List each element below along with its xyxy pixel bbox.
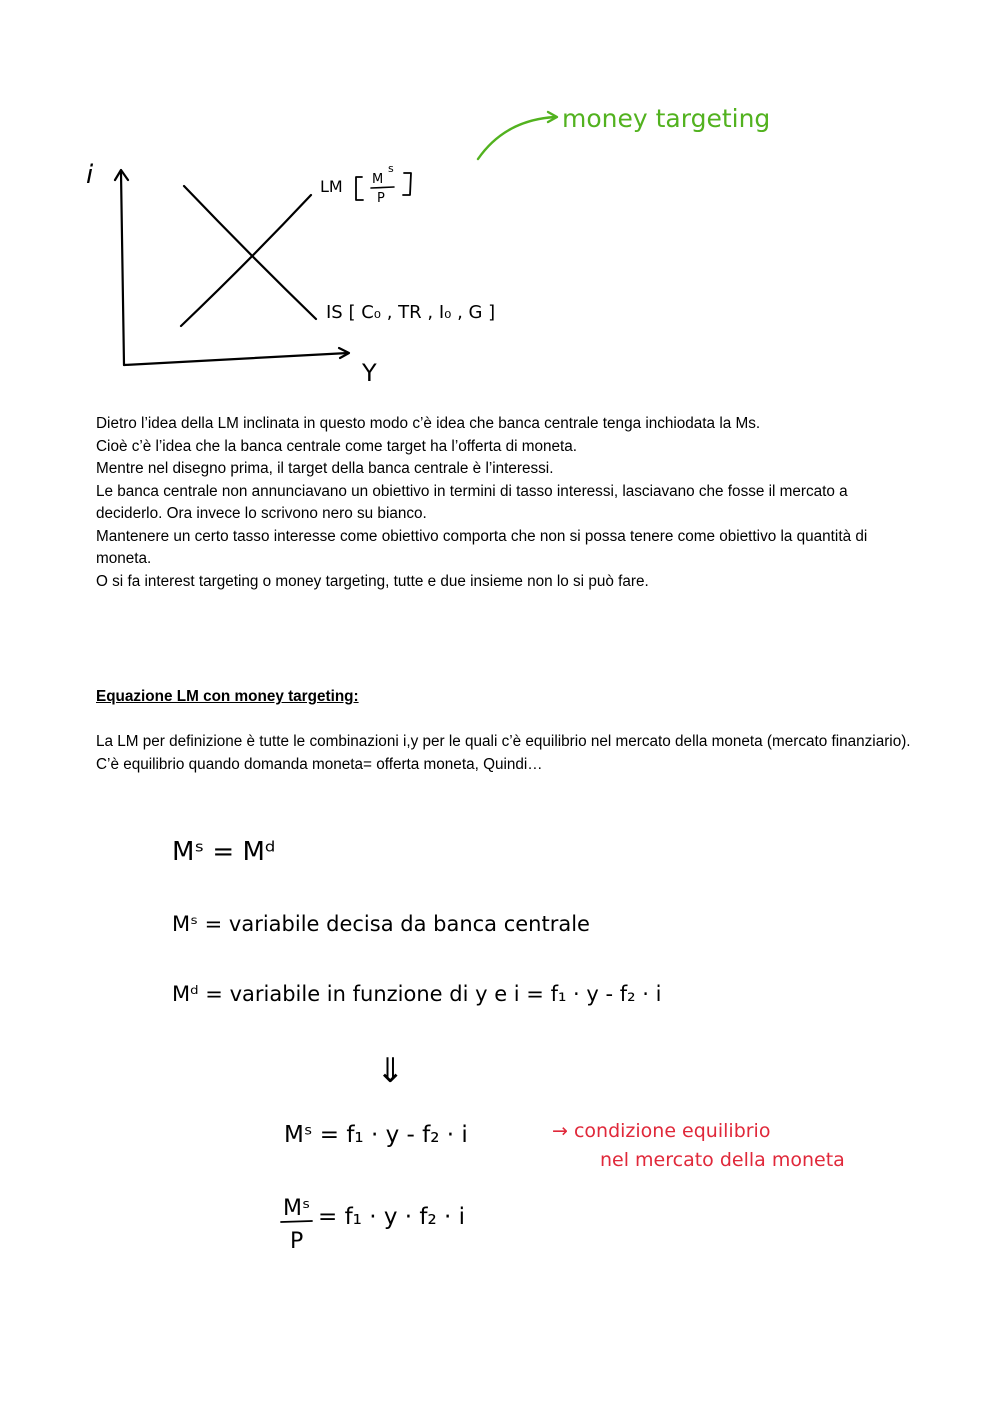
x-axis-label: Y [362, 359, 377, 387]
equation-real-rhs: = f₁ · y · f₂ · i [318, 1204, 466, 1230]
equilibrium-note-line2: nel mercato della moneta [600, 1149, 845, 1171]
paragraph: Dietro l’idea della LM inclinata in questo modo c’è idea che banca centrale tenga inchiodata la Ms. [96, 415, 761, 432]
paragraph: Cioè c’è l’idea che la banca centrale come target ha l’offerta di moneta. [96, 437, 578, 455]
is-lm-diagram [0, 0, 1000, 400]
paragraph: La LM per definizione è tutte le combinazioni i,y per le quali c’è equilibrio nel mercato della moneta (mercato finanziario). [96, 733, 911, 750]
annotation-arrow [478, 117, 555, 159]
paragraph: Le banca centrale non annunciavano un obiettivo in termini di tasso interessi, lasciavano che fosse il mercato a deciderlo. Ora invece lo scrivono nero su bianco. [96, 482, 848, 522]
equation-real-numerator: Mˢ [283, 1196, 311, 1221]
lm-bracket-right [403, 173, 411, 195]
handwritten-equations [0, 820, 1000, 1280]
lm-fraction-denominator: P [377, 191, 385, 206]
y-axis-label: i [86, 160, 94, 190]
equation-real-denominator: P [290, 1229, 304, 1254]
lm-fraction-bar [371, 187, 394, 188]
lm-fraction-superscript: s [388, 162, 394, 175]
equation-money-demand: Mᵈ = variabile in funzione di y e i = f₁ · y - f₂ · i [172, 982, 662, 1006]
definition-text [96, 731, 916, 776]
paragraph: C’è equilibrio quando domanda moneta= offerta moneta, Quindi… [96, 755, 543, 773]
equation-money-equilibrium: Mˢ = Mᵈ [172, 837, 276, 867]
is-curve [184, 186, 316, 319]
annotation-label: money targeting [562, 104, 771, 133]
lm-curve [181, 195, 311, 326]
paragraph: O si fa interest targeting o money targeting, tutte e due insieme non lo si può fare. [96, 572, 649, 590]
equation-money-supply: Mˢ = variabile decisa da banca centrale [172, 912, 590, 936]
paragraph: Mentre nel disegno prima, il target della banca centrale è l’interessi. [96, 460, 554, 477]
lm-fraction-numerator: M [372, 172, 384, 187]
lm-label: LM [320, 177, 343, 196]
x-axis-line [124, 353, 348, 365]
section-heading: Equazione LM con money targeting: [96, 688, 359, 705]
implication-arrow: ⇓ [376, 1051, 405, 1091]
equation-fraction-bar [281, 1221, 312, 1222]
paragraph: Mantenere un certo tasso interesse come obiettivo comporta che non si possa tenere come obiettivo la quantità di moneta. [96, 527, 868, 567]
equation-equilibrium-condition: Mˢ = f₁ · y - f₂ · i [284, 1122, 468, 1148]
equilibrium-note-line1: → condizione equilibrio [552, 1120, 771, 1142]
is-label: IS [ C₀ , TR , I₀ , G ] [326, 302, 496, 323]
explanation-text [96, 413, 916, 593]
y-axis-line [121, 173, 124, 365]
lm-bracket-left [356, 177, 363, 200]
